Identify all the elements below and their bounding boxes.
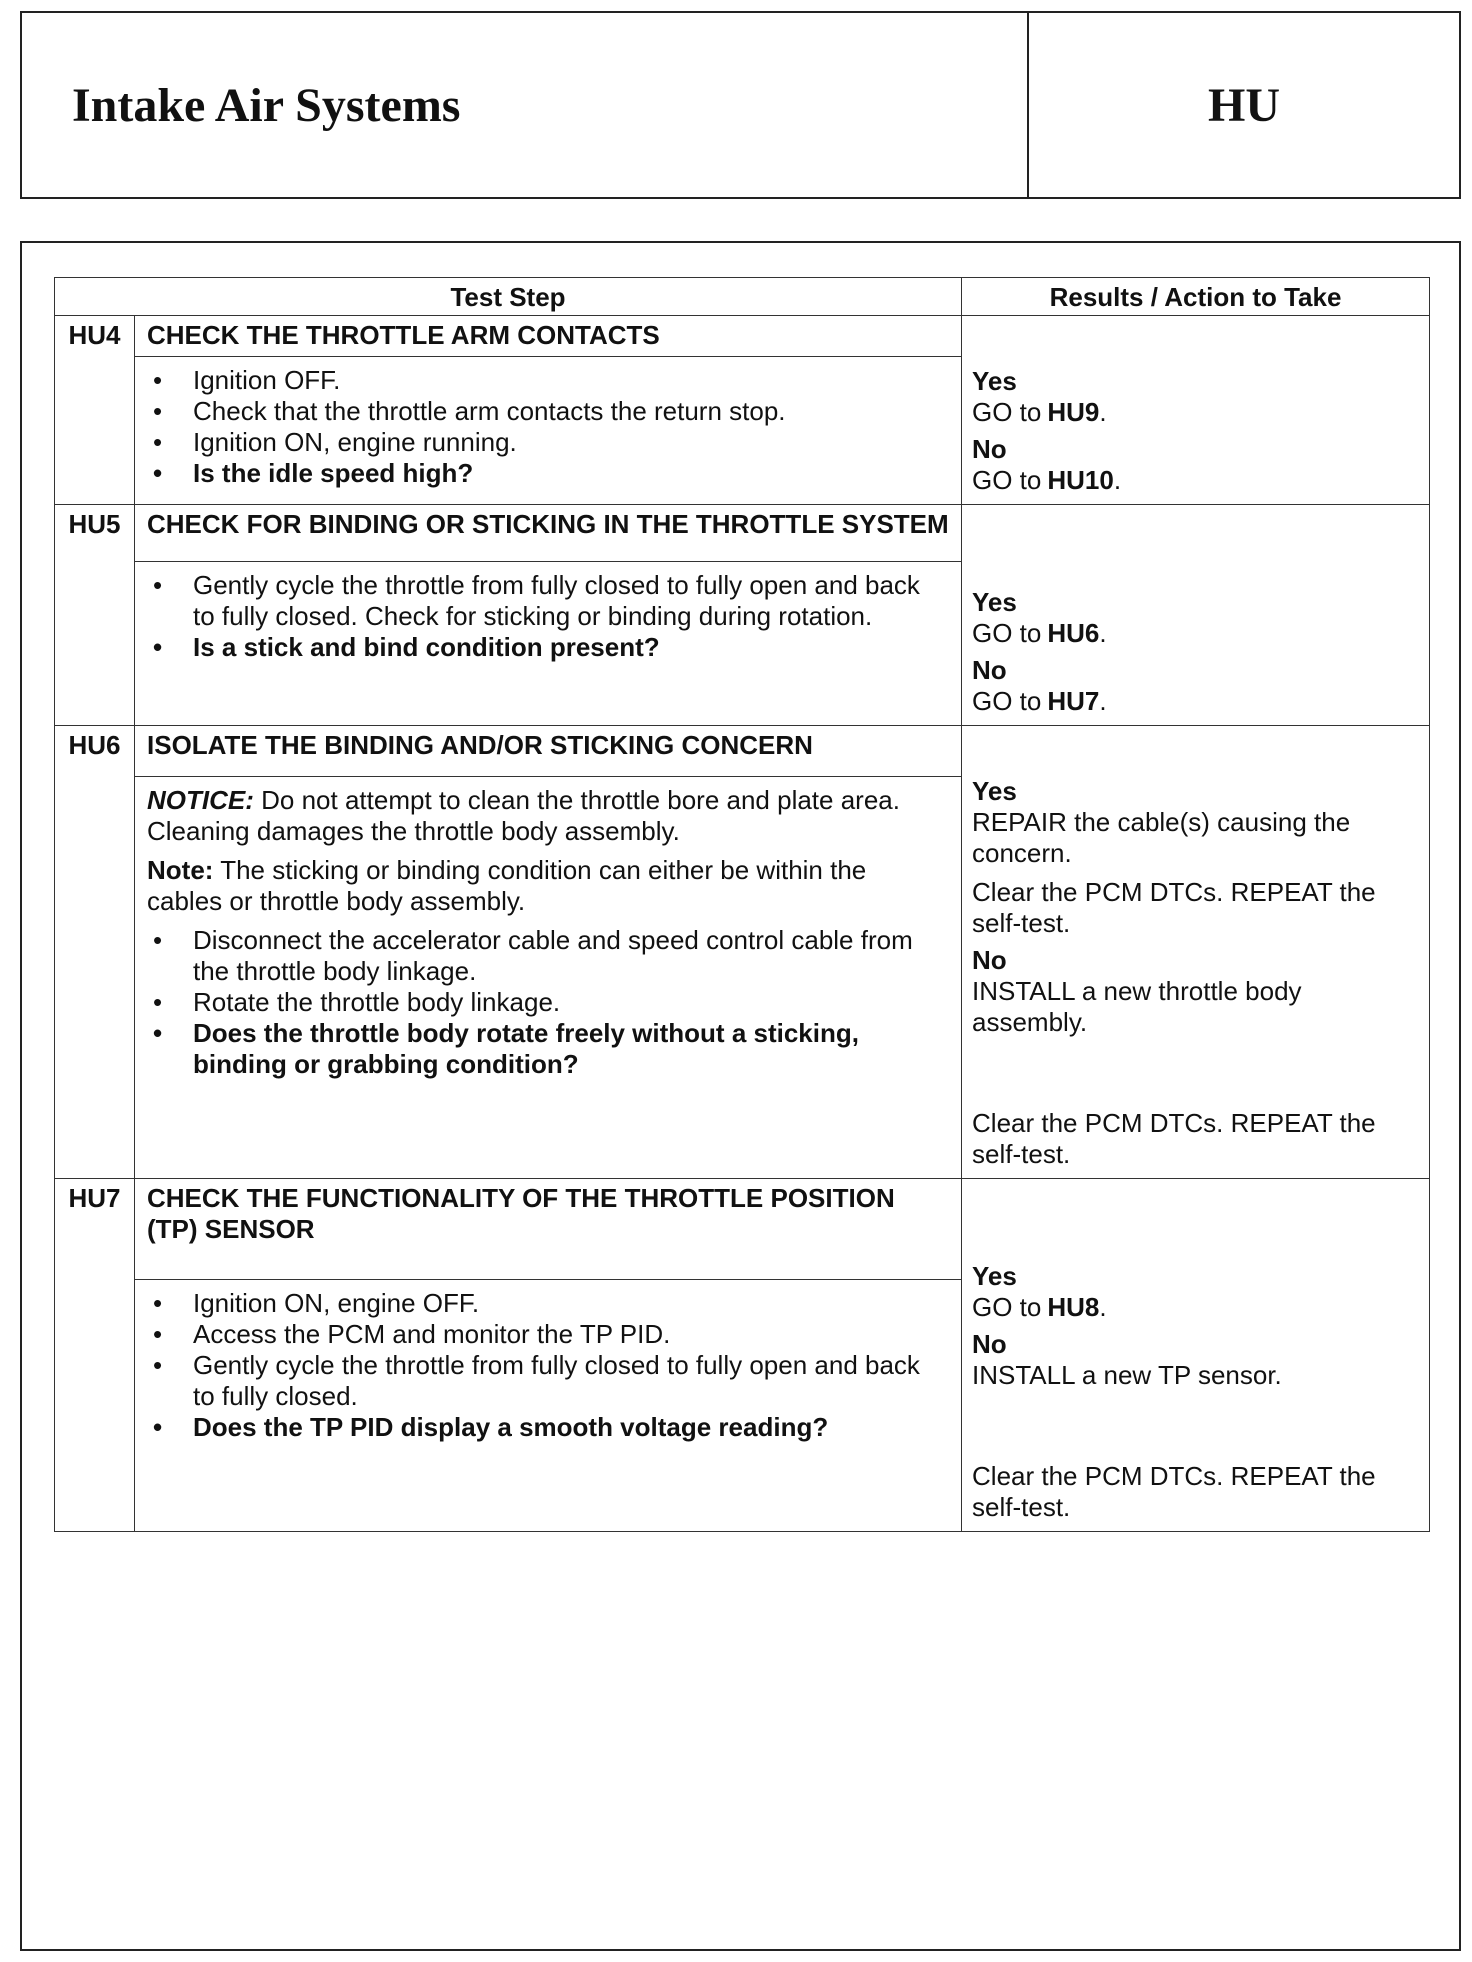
- step-results: [962, 726, 1430, 1179]
- section-code: HU: [1208, 78, 1280, 132]
- yes-action: GO to: [972, 397, 1042, 427]
- yes-target-step: HU9: [1047, 397, 1100, 427]
- no-label: No: [972, 1329, 1007, 1359]
- column-header-test-step: Test Step: [55, 278, 962, 316]
- instruction-item: • Check that the throttle arm contacts the return stop.: [147, 396, 941, 427]
- yes-label: Yes: [972, 776, 1017, 806]
- yes-label: Yes: [972, 1261, 1017, 1291]
- note-label: Note:: [147, 854, 214, 885]
- step-code-spacer: [55, 562, 135, 726]
- yes-label: Yes: [972, 587, 1017, 617]
- note-paragraph: [147, 855, 941, 917]
- yes-target-step: HU8: [1047, 1292, 1100, 1322]
- step-title: CHECK THE THROTTLE ARM CONTACTS: [135, 316, 962, 357]
- instruction-item: • Disconnect the accelerator cable and speed control cable from the throttle body linkage.: [147, 925, 941, 987]
- no-label: No: [972, 434, 1007, 464]
- step-code: HU6: [55, 726, 135, 777]
- step-question: • Is a stick and bind condition present?: [147, 632, 941, 663]
- notice-paragraph: [147, 785, 941, 847]
- page-header: [20, 11, 1461, 199]
- no-label: No: [972, 945, 1007, 975]
- no-target-step: HU10: [1047, 465, 1114, 495]
- step-title-row: [55, 505, 1430, 562]
- yes-action-text: REPAIR the cable(s) causing the concern.: [972, 807, 1351, 868]
- step-results: [962, 1179, 1430, 1532]
- step-instructions: [135, 1280, 962, 1532]
- step-code: HU4: [55, 316, 135, 357]
- step-title: CHECK FOR BINDING OR STICKING IN THE THROTTLE SYSTEM: [135, 505, 962, 562]
- yes-action: GO to: [972, 618, 1042, 648]
- yes-action: GO to: [972, 1292, 1042, 1322]
- diagnostic-table: [54, 277, 1430, 1532]
- step-results: [962, 505, 1430, 726]
- yes-followup-text: Clear the PCM DTCs. REPEAT the self-test.: [972, 877, 1376, 938]
- column-header-results: Results / Action to Take: [962, 278, 1430, 316]
- no-followup-text: Clear the PCM DTCs. REPEAT the self-test.: [972, 1108, 1376, 1169]
- no-action: GO to: [972, 465, 1042, 495]
- instruction-item: • Ignition ON, engine OFF.: [147, 1288, 941, 1319]
- no-target-step: HU7: [1047, 686, 1100, 716]
- step-question: • Is the idle speed high?: [147, 458, 941, 489]
- step-code-spacer: [55, 776, 135, 1178]
- no-followup-text: Clear the PCM DTCs. REPEAT the self-test.: [972, 1461, 1376, 1522]
- yes-period: .: [1099, 1292, 1107, 1322]
- instruction-item: • Access the PCM and monitor the TP PID.: [147, 1319, 941, 1350]
- step-results: [962, 316, 1430, 505]
- instruction-item: • Gently cycle the throttle from fully closed to fully open and back to fully closed. Check for sticking or binding during rotation.: [147, 570, 941, 632]
- no-period: .: [1099, 686, 1107, 716]
- step-title: CHECK THE FUNCTIONALITY OF THE THROTTLE POSITION (TP) SENSOR: [135, 1179, 962, 1280]
- instruction-item: • Ignition ON, engine running.: [147, 427, 941, 458]
- no-label: No: [972, 655, 1007, 685]
- step-question: • Does the throttle body rotate freely without a sticking, binding or grabbing condition?: [147, 1018, 941, 1080]
- page-title: Intake Air Systems: [22, 13, 1029, 197]
- yes-period: .: [1099, 397, 1107, 427]
- instruction-item: • Ignition OFF.: [147, 365, 941, 396]
- step-instructions: [135, 776, 962, 1178]
- step-title-row: [55, 1179, 1430, 1280]
- yes-label: Yes: [972, 366, 1017, 396]
- notice-text: Do not attempt to clean the throttle bore and plate area. Cleaning damages the throttle body assembly.: [147, 784, 900, 846]
- yes-period: .: [1099, 618, 1107, 648]
- step-title-row: [55, 316, 1430, 357]
- step-title-row: [55, 726, 1430, 777]
- step-title: ISOLATE THE BINDING AND/OR STICKING CONCERN: [135, 726, 962, 777]
- no-action-text: INSTALL a new TP sensor.: [972, 1360, 1282, 1390]
- step-code-spacer: [55, 356, 135, 504]
- no-period: .: [1113, 465, 1122, 495]
- table-header-row: [55, 278, 1430, 316]
- no-action-text: INSTALL a new throttle body assembly.: [972, 976, 1302, 1037]
- yes-target-step: HU6: [1047, 618, 1100, 648]
- instruction-item: • Rotate the throttle body linkage.: [147, 987, 941, 1018]
- step-instructions: [135, 356, 962, 504]
- note-text: The sticking or binding condition can either be within the cables or throttle body assembly.: [147, 854, 867, 916]
- step-code: HU7: [55, 1179, 135, 1280]
- step-code: HU5: [55, 505, 135, 562]
- no-action: GO to: [972, 686, 1042, 716]
- step-instructions: [135, 562, 962, 726]
- instruction-item: • Gently cycle the throttle from fully closed to fully open and back to fully closed.: [147, 1350, 941, 1412]
- step-question: • Does the TP PID display a smooth voltage reading?: [147, 1412, 941, 1443]
- step-code-spacer: [55, 1280, 135, 1532]
- notice-label: NOTICE:: [147, 784, 254, 815]
